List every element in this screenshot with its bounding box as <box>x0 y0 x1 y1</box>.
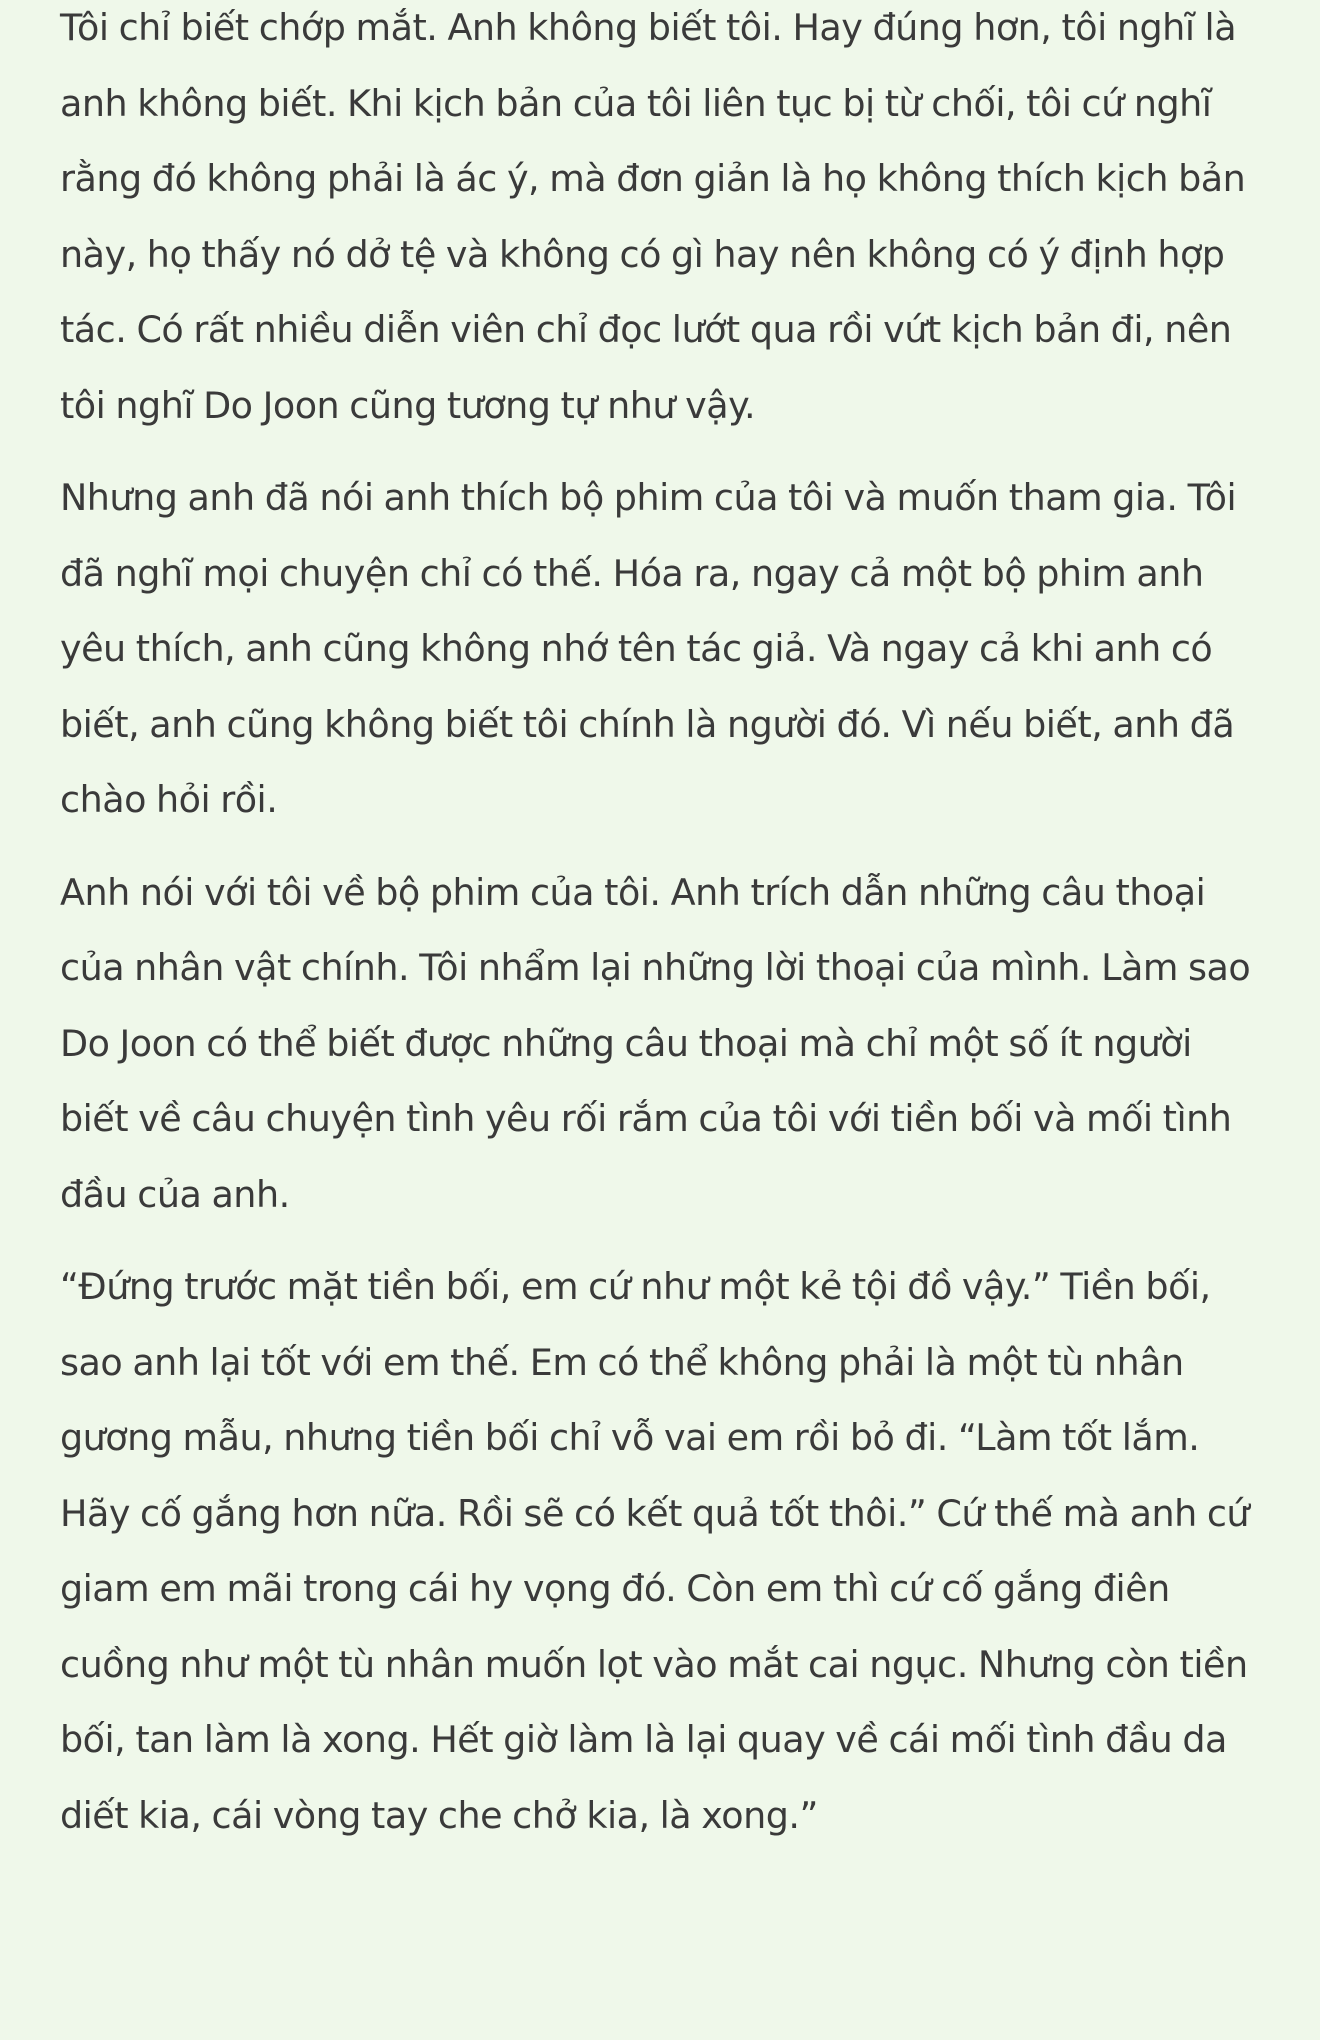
paragraph: “Đứng trước mặt tiền bối, em cứ như một kẻ tội đồ vậy.” Tiền bối, sao anh lại tốt với em thế. Em có thể không phải là một tù nhân gương mẫu, nhưng tiền bối chỉ vỗ vai em rồi bỏ đi. “Làm tốt lắm. Hãy cố gắng hơn nữa. Rồi sẽ có kết quả tốt thôi.” Cứ thế mà anh cứ giam em mãi trong cái hy vọng đó. Còn em thì cứ cố gắng điên cuồng như một tù nhân muốn lọt vào mắt cai ngục. Nhưng còn tiền bối, tan làm là xong. Hết giờ làm là lại quay về cái mối tình đầu da diết kia, cái vòng tay che chở kia, là xong.” <box>60 1265 1250 1837</box>
paragraph: Anh nói với tôi về bộ phim của tôi. Anh trích dẫn những câu thoại của nhân vật chính. Tôi nhẩm lại những lời thoại của mình. Làm sao Do Joon có thể biết được những câu thoại mà chỉ một số ít người biết về câu chuyện tình yêu rối rắm của tôi với tiền bối và mối tình đầu của anh. <box>60 870 1251 1216</box>
chapter-text <box>60 0 1260 1870</box>
paragraph: Tôi chỉ biết chớp mắt. Anh không biết tôi. Hay đúng hơn, tôi nghĩ là anh không biết. Khi kịch bản của tôi liên tục bị từ chối, tôi cứ nghĩ rằng đó không phải là ác ý, mà đơn giản là họ không thích kịch bản này, họ thấy nó dở tệ và không có gì hay nên không có ý định hợp tác. Có rất nhiều diễn viên chỉ đọc lướt qua rồi vứt kịch bản đi, nên tôi nghĩ Do Joon cũng tương tự như vậy. <box>60 6 1246 427</box>
paragraph: Nhưng anh đã nói anh thích bộ phim của tôi và muốn tham gia. Tôi đã nghĩ mọi chuyện chỉ có thế. Hóa ra, ngay cả một bộ phim anh yêu thích, anh cũng không nhớ tên tác giả. Và ngay cả khi anh có biết, anh cũng không biết tôi chính là người đó. Vì nếu biết, anh đã chào hỏi rồi. <box>60 476 1237 821</box>
